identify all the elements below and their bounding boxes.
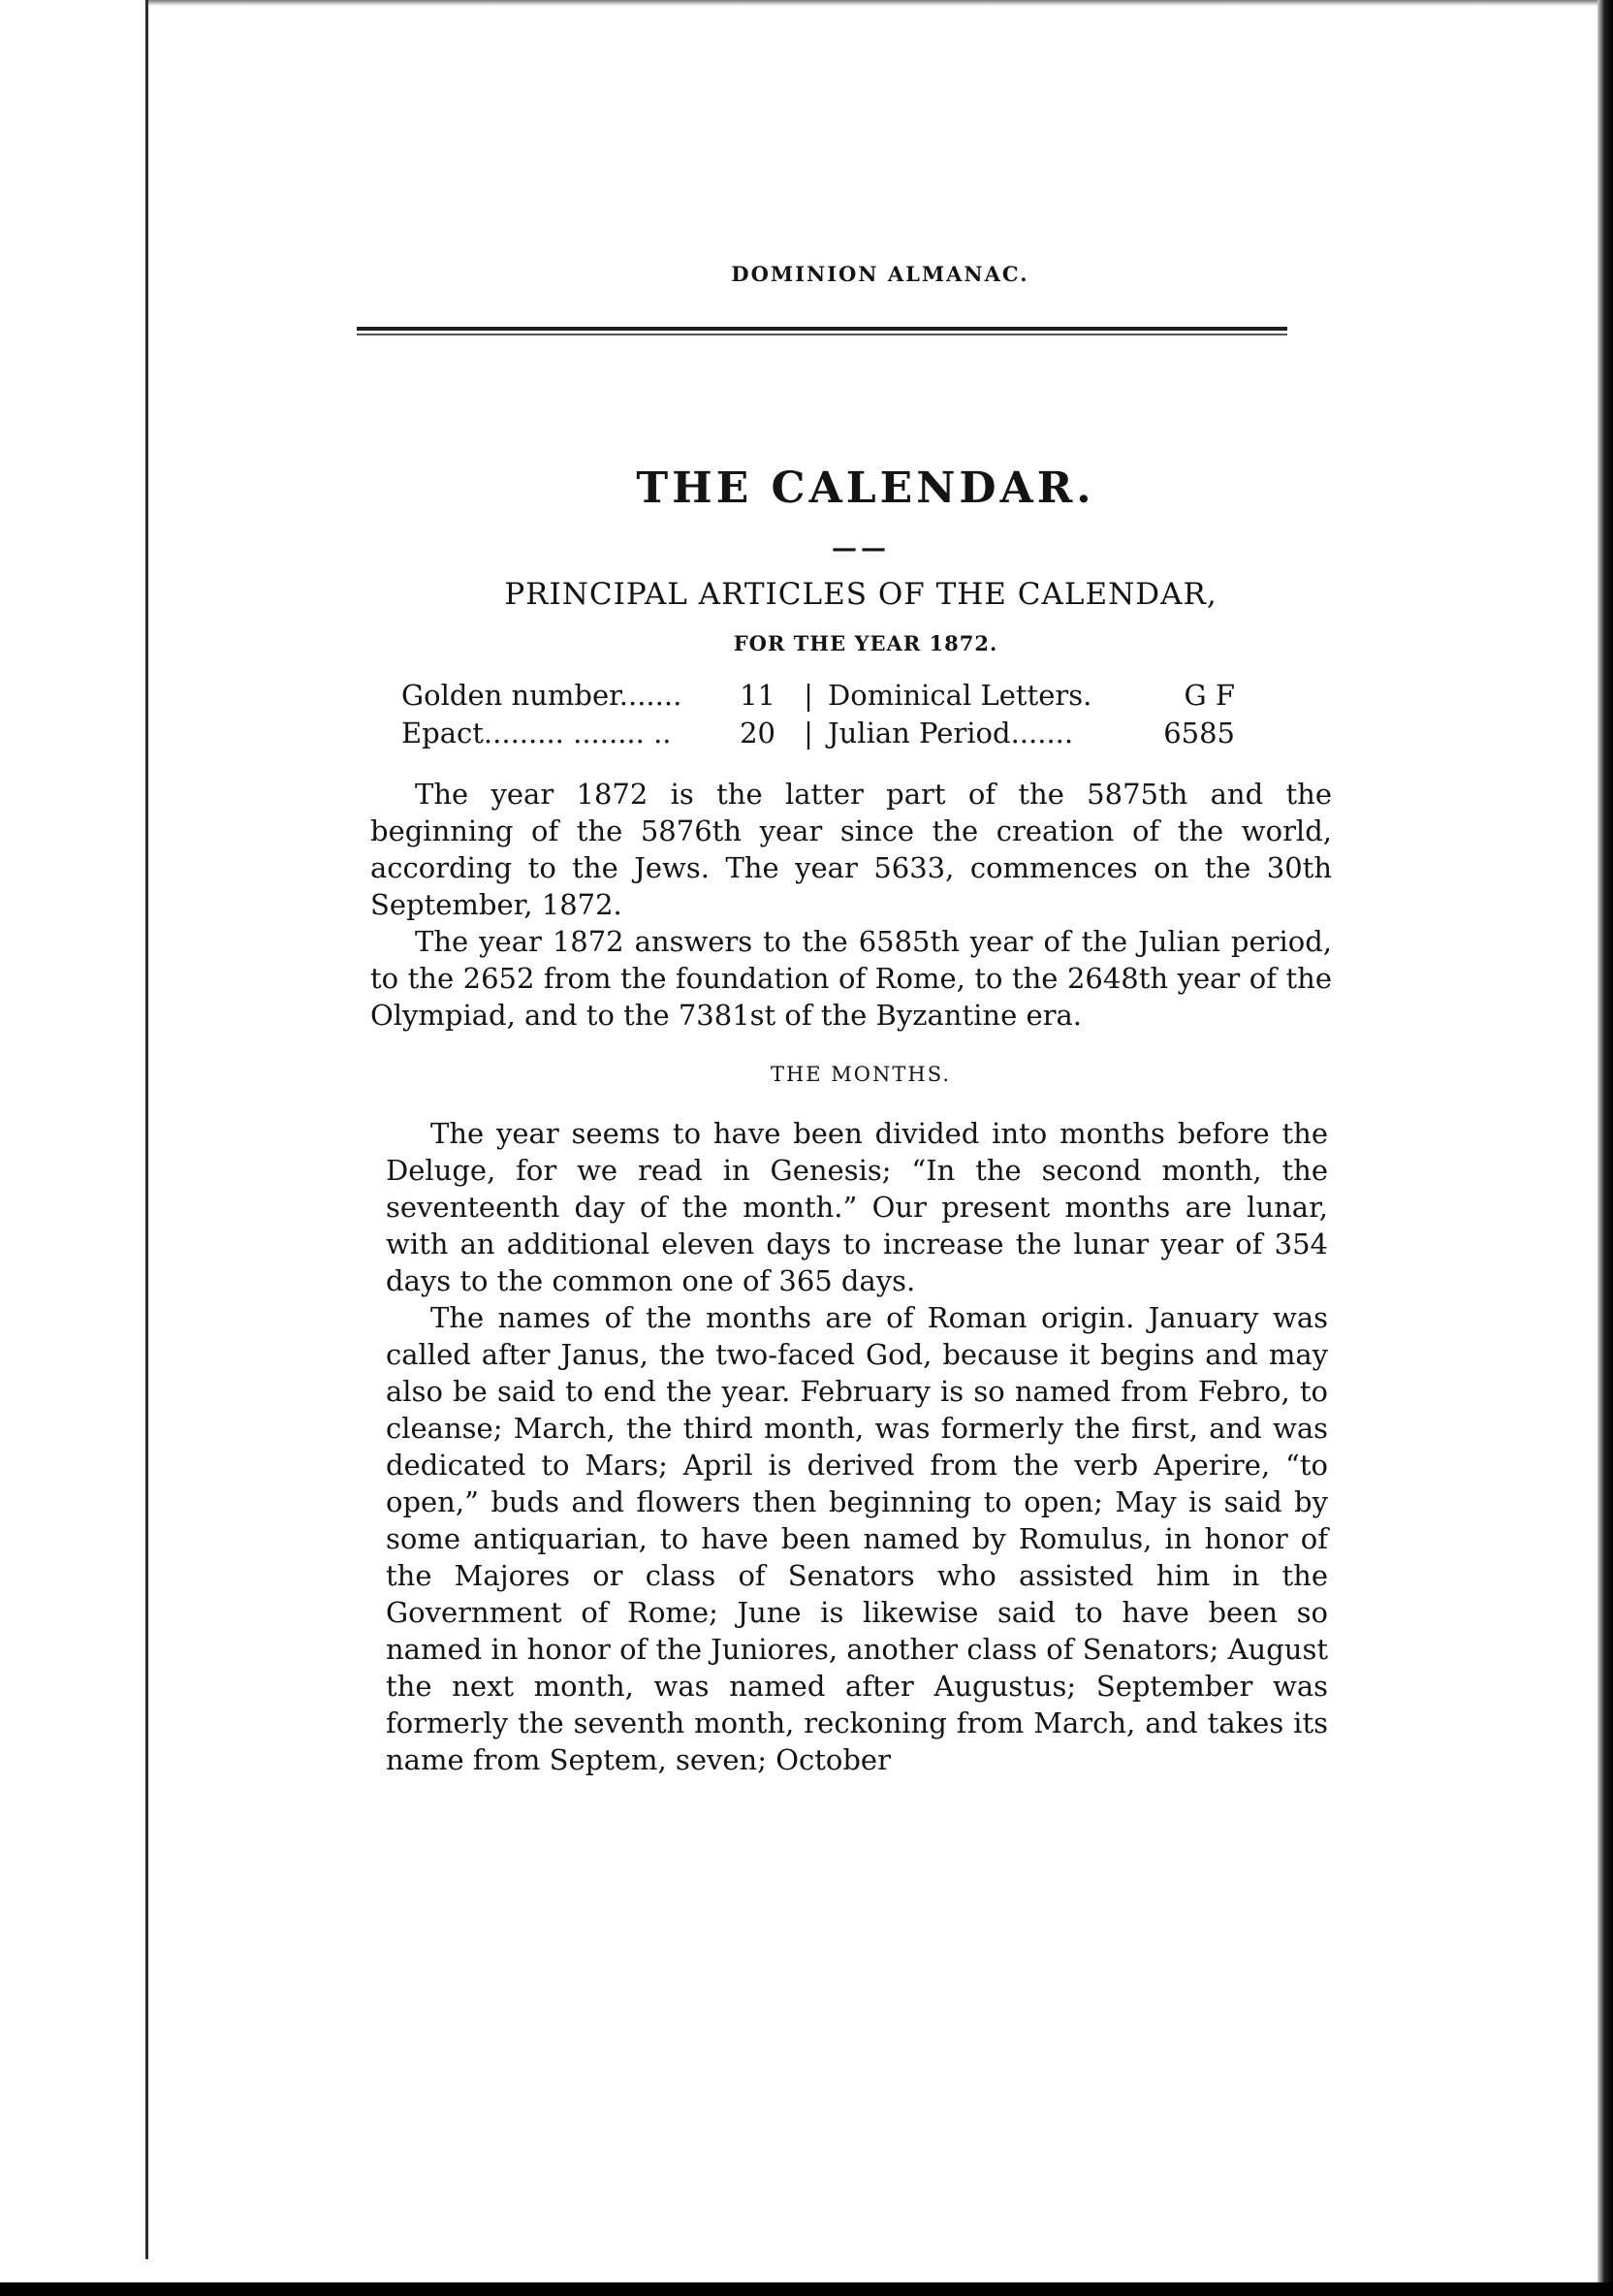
paragraph-jewish-year: The year 1872 is the latter part of the 5875th and the beginning of the 5876th year since the creation of the world, according to the Jews. The year 5633, commences on the 30th September, 1872.	[370, 778, 1332, 921]
scan-left-edge	[145, 0, 148, 2259]
page-title: THE CALENDAR.	[636, 463, 1095, 513]
rule-thin-line	[357, 334, 1287, 335]
paragraph-julian-period: The year 1872 answers to the 6585th year of the Julian period, to the 2652 from the foundation of Rome, to the 2648th year of the Olympiad, and to the 7381st of the Byzantine era.	[370, 925, 1332, 1032]
epact-cell	[401, 715, 789, 752]
golden-number-label: Golden number.......	[401, 679, 682, 712]
dominical-letters-cell	[828, 677, 1235, 715]
scan-right-edge	[1597, 0, 1613, 2296]
julian-period-value: 6585	[1163, 717, 1235, 749]
scan-top-edge	[145, 0, 1599, 6]
months-section	[370, 1115, 1328, 1778]
year-line: FOR THE YEAR 1872.	[733, 631, 998, 655]
running-head: DOMINION ALMANAC.	[731, 262, 1029, 286]
title-ornament: ——	[832, 534, 890, 563]
column-separator: |	[804, 717, 813, 749]
header-double-rule	[357, 327, 1287, 337]
rule-thick-line	[357, 327, 1287, 331]
julian-period-cell	[828, 715, 1235, 752]
golden-number-cell	[401, 677, 789, 715]
almanac-page	[370, 262, 1332, 1778]
section-subtitle: PRINCIPAL ARTICLES OF THE CALENDAR,	[504, 577, 1218, 612]
epact-value: 20	[740, 717, 775, 749]
months-heading: THE MONTHS.	[770, 1063, 952, 1086]
column-separator: |	[804, 679, 813, 712]
scan-bottom-edge	[0, 2282, 1613, 2296]
dominical-letters-value: G F	[1184, 679, 1235, 712]
golden-number-value: 11	[740, 679, 775, 712]
epact-label: Epact......... ........ ..	[401, 717, 672, 749]
calendar-articles-table	[401, 677, 1332, 752]
julian-period-label: Julian Period.......	[828, 717, 1074, 749]
paragraph-months-division: The year seems to have been divided into months before the Deluge, for we read in Genesis; “In the second month, the seventeenth day of the month.” Our present months are lunar, with an additional eleven days to increase the lunar year of 354 days to the common one of 365 days.	[386, 1117, 1328, 1297]
dominical-letters-label: Dominical Letters.	[828, 679, 1092, 712]
paragraph-month-names: The names of the months are of Roman origin. January was called after Janus, the two-faced God, because it begins and may also be said to end the year. February is so named from Febro, to cleanse; March, the third month, was formerly the first, and was dedicated to Mars; April is derived from the verb Aperire, “to open,” buds and flowers then beginning to open; May is said by some antiquarian, to have been named by Romulus, in honor of the Majores or class of Senators who assisted him in the Government of Rome; June is likewise said to have been so named in honor of the Juniores, another class of Senators; August the next month, was named after Augustus; September was formerly the seventh month, reckoning from March, and takes its name from Septem, seven; October	[386, 1301, 1328, 1776]
